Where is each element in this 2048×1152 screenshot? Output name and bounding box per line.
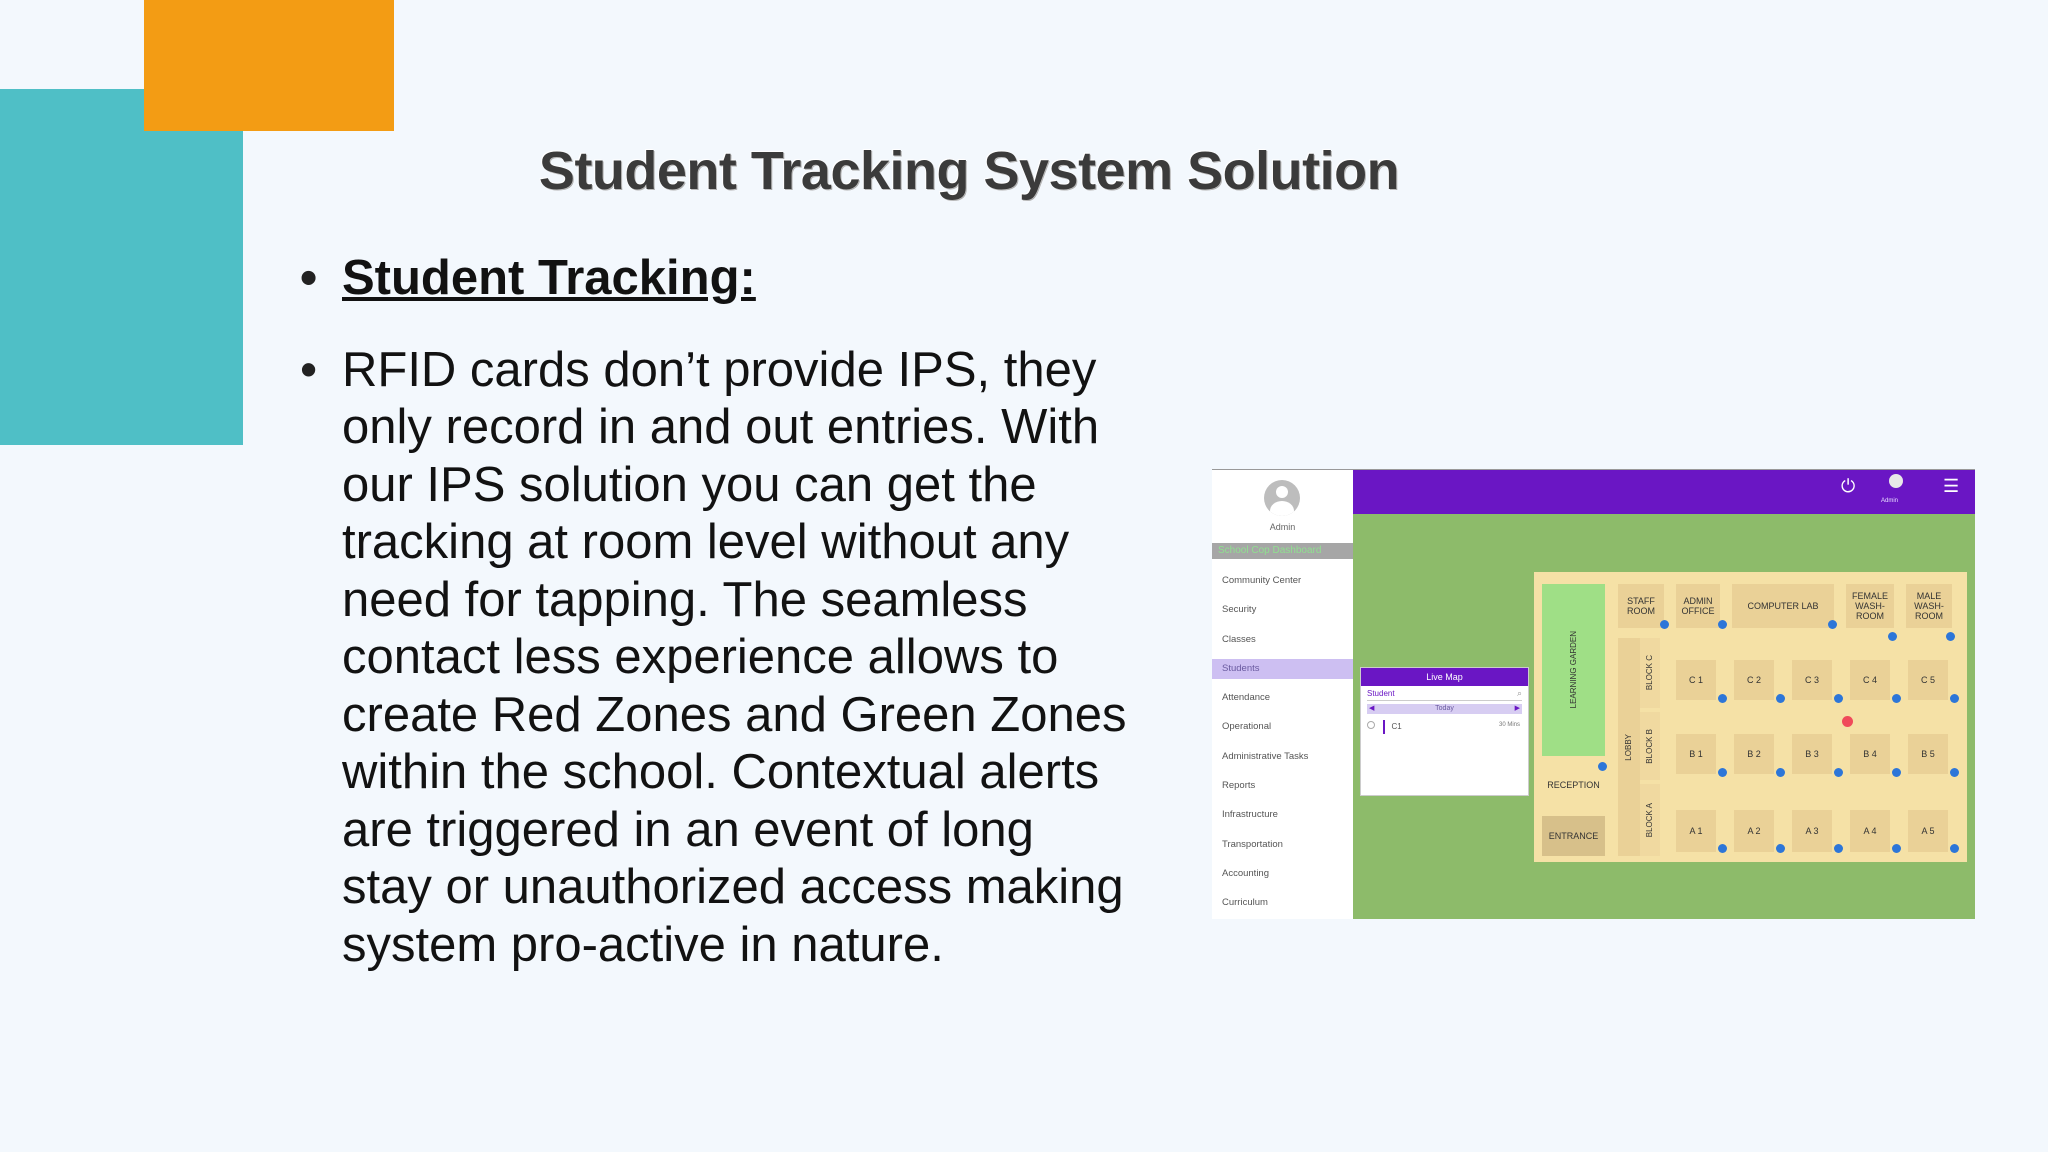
sidebar-item-community-center[interactable]: Community Center xyxy=(1222,575,1302,586)
block-c-label-area xyxy=(1640,638,1660,708)
user-icon[interactable] xyxy=(1889,474,1903,488)
lobby-zone[interactable] xyxy=(1618,638,1640,856)
slide-title: Student Tracking System Solution xyxy=(538,141,1400,201)
entrance-zone[interactable] xyxy=(1542,816,1605,856)
radio-icon[interactable] xyxy=(1367,721,1375,729)
beacon-dot xyxy=(1776,768,1785,777)
admin-label: Admin xyxy=(1269,522,1296,532)
room-c2[interactable]: C 2 xyxy=(1734,660,1774,700)
bar-indicator xyxy=(1383,720,1385,734)
lobby-label: LOBBY xyxy=(1624,733,1633,761)
beacon-dot xyxy=(1660,620,1669,629)
bullet-list xyxy=(300,250,1200,974)
beacon-dot xyxy=(1950,844,1959,853)
floor-plan xyxy=(1534,572,1967,862)
beacon-dot xyxy=(1718,620,1727,629)
beacon-dot xyxy=(1892,694,1901,703)
room-computer-lab[interactable]: COMPUTER LAB xyxy=(1732,584,1834,628)
beacon-dot xyxy=(1598,762,1607,771)
beacon-dot xyxy=(1776,844,1785,853)
sidebar-item-administrative-tasks[interactable]: Administrative Tasks xyxy=(1222,750,1309,762)
hamburger-menu-icon[interactable]: ☰ xyxy=(1943,476,1960,496)
beacon-dot xyxy=(1718,694,1727,703)
beacon-dot xyxy=(1828,620,1837,629)
block-c-label: BLOCK C xyxy=(1645,655,1654,691)
topbar-admin-label: Admin xyxy=(1881,498,1899,504)
live-map-title: Live Map xyxy=(1361,668,1528,686)
room-a1[interactable]: A 1 xyxy=(1676,810,1716,852)
sidebar-item-infrastructure[interactable]: Infrastructure xyxy=(1222,809,1278,821)
dashboard-title: School Cop Dashboard xyxy=(1212,543,1353,559)
beacon-dot xyxy=(1834,768,1843,777)
beacon-dot xyxy=(1950,768,1959,777)
date-selector[interactable] xyxy=(1367,704,1522,714)
dashboard-screenshot xyxy=(1212,469,1975,919)
block-a-label: BLOCK A xyxy=(1645,802,1654,838)
sidebar-item-operational[interactable]: Operational xyxy=(1222,721,1272,733)
dashboard-sidebar xyxy=(1212,470,1354,919)
beacon-dot xyxy=(1718,768,1727,777)
sidebar-item-accounting[interactable]: Accounting xyxy=(1222,867,1270,879)
room-c3[interactable]: C 3 xyxy=(1792,660,1832,700)
block-a-label-area xyxy=(1640,784,1660,856)
room-a3[interactable]: A 3 xyxy=(1792,810,1832,852)
block-b-label: BLOCK B xyxy=(1645,728,1654,764)
sidebar-item-attendance[interactable]: Attendance xyxy=(1222,692,1271,704)
dashboard-topbar xyxy=(1353,470,1975,514)
entrance-label: ENTRANCE xyxy=(1548,831,1599,841)
room-b5[interactable]: B 5 xyxy=(1908,734,1948,774)
learning-garden-label: LEARNING GARDEN xyxy=(1568,631,1578,709)
live-map-panel xyxy=(1360,667,1529,796)
room-c4[interactable]: C 4 xyxy=(1850,660,1890,700)
room-a2[interactable]: A 2 xyxy=(1734,810,1774,852)
room-a5[interactable]: A 5 xyxy=(1908,810,1948,852)
bullet-heading: • Student Tracking: xyxy=(300,250,1200,308)
room-b1[interactable]: B 1 xyxy=(1676,734,1716,774)
room-b2[interactable]: B 2 xyxy=(1734,734,1774,774)
block-b-label-area xyxy=(1640,712,1660,780)
student-search-field[interactable] xyxy=(1367,689,1522,701)
room-c1[interactable]: C 1 xyxy=(1676,660,1716,700)
date-label: Today xyxy=(1435,705,1454,712)
row-location: C1 xyxy=(1391,722,1402,732)
room-staff-room[interactable]: STAFF ROOM xyxy=(1618,584,1664,628)
search-icon[interactable]: ⌕ xyxy=(1516,688,1522,698)
beacon-dot xyxy=(1946,632,1955,641)
row-duration: 30 Mins xyxy=(1498,722,1520,728)
sidebar-item-reports[interactable]: Reports xyxy=(1222,780,1256,792)
beacon-dot xyxy=(1718,844,1727,853)
next-arrow-icon[interactable]: ▶ xyxy=(1514,705,1520,712)
room-female-washroom[interactable]: FEMALE WASH-ROOM xyxy=(1846,584,1894,628)
student-location-marker[interactable] xyxy=(1842,716,1853,727)
decorative-orange-block xyxy=(144,0,394,131)
beacon-dot xyxy=(1888,632,1897,641)
beacon-dot xyxy=(1834,844,1843,853)
beacon-dot xyxy=(1950,694,1959,703)
room-b4[interactable]: B 4 xyxy=(1850,734,1890,774)
avatar-icon[interactable] xyxy=(1264,480,1300,516)
room-c5[interactable]: C 5 xyxy=(1908,660,1948,700)
room-male-washroom[interactable]: MALE WASH-ROOM xyxy=(1906,584,1952,628)
beacon-dot xyxy=(1892,768,1901,777)
room-b3[interactable]: B 3 xyxy=(1792,734,1832,774)
learning-garden-zone[interactable] xyxy=(1542,584,1605,756)
sidebar-item-curriculum[interactable]: Curriculum xyxy=(1222,897,1268,909)
bullet-body xyxy=(300,342,1200,975)
sidebar-item-students[interactable]: Students xyxy=(1212,659,1353,679)
student-search-placeholder: Student xyxy=(1367,689,1395,698)
power-icon[interactable]: ⏻ xyxy=(1841,476,1856,496)
bullet-body-text: • RFID cards don’t provide IPS, they only record in and out entries. With our IPS solution you can get the tracking at room level without any need for tapping. The seamless contact less experience allows to create Red Zones and Green Zones within the school. Contextual alerts are triggered in an event of long stay or unauthorized access making system pro-active in nature. xyxy=(342,342,1127,972)
room-a4[interactable]: A 4 xyxy=(1850,810,1890,852)
list-item[interactable] xyxy=(1367,720,1522,734)
room-admin-office[interactable]: ADMIN OFFICE xyxy=(1676,584,1720,628)
sidebar-menu xyxy=(1212,571,1353,919)
prev-arrow-icon[interactable]: ◀ xyxy=(1369,705,1375,712)
reception-zone[interactable] xyxy=(1542,764,1605,806)
sidebar-item-classes[interactable]: Classes xyxy=(1222,633,1256,645)
sidebar-item-security[interactable]: Security xyxy=(1222,604,1257,616)
beacon-dot xyxy=(1776,694,1785,703)
beacon-dot xyxy=(1834,694,1843,703)
reception-label: RECEPTION xyxy=(1547,780,1600,790)
beacon-dot xyxy=(1892,844,1901,853)
sidebar-item-transportation[interactable]: Transportation xyxy=(1222,838,1283,850)
